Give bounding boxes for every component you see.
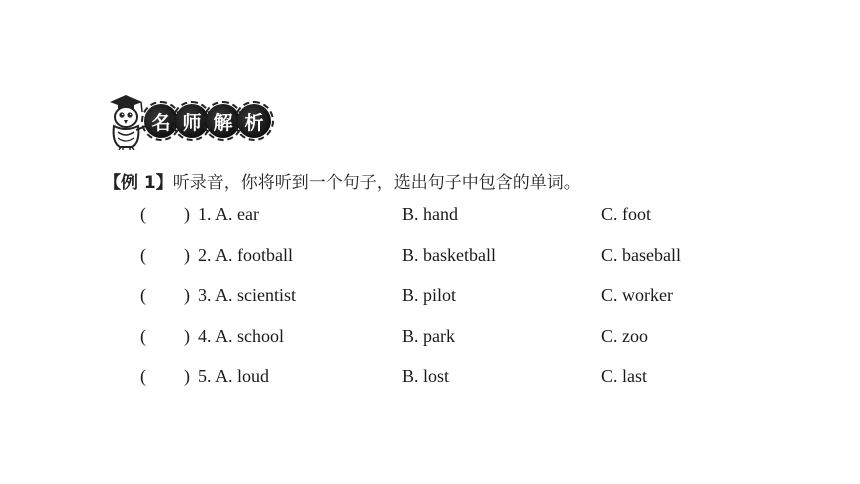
answer-blank-close: ) (184, 325, 190, 346)
title-char: 师 (175, 104, 209, 138)
answer-blank-open: ( (140, 285, 146, 305)
option-c: C. worker (601, 285, 673, 305)
option-c: C. baseball (601, 244, 681, 265)
option-c: C. foot (601, 204, 652, 224)
section-title (144, 104, 268, 138)
option-b: B. park (402, 325, 455, 346)
answer-blank-close: ) (184, 366, 190, 386)
title-char: 名 (144, 104, 178, 138)
answer-blank-open: ( (140, 204, 146, 224)
option-b: B. hand (402, 204, 458, 224)
instruction-text: 听录音，你将听到一个句子，选出句子中包含的单词。 (172, 173, 581, 193)
example-tag: 【例 1】 (104, 173, 173, 193)
option-c: C. last (601, 366, 648, 386)
option-a: 5. A. loud (198, 366, 270, 386)
answer-blank-close: ) (184, 204, 190, 224)
option-a: 1. A. ear (198, 204, 259, 224)
option-a: 2. A. football (198, 244, 293, 265)
option-a: 3. A. scientist (198, 285, 296, 305)
option-b: B. lost (402, 366, 450, 386)
answer-blank-open: ( (140, 325, 146, 346)
answer-blank-close: ) (184, 285, 190, 305)
option-a: 4. A. school (198, 325, 285, 346)
answer-blank-close: ) (184, 244, 190, 265)
option-b: B. pilot (402, 285, 457, 305)
option-b: B. basketball (402, 244, 496, 265)
title-char: 解 (206, 104, 240, 138)
answer-blank-open: ( (140, 366, 146, 386)
example-instruction (104, 168, 581, 193)
answer-blank-open: ( (140, 244, 146, 265)
option-c: C. zoo (601, 325, 648, 346)
title-char: 析 (237, 104, 271, 138)
